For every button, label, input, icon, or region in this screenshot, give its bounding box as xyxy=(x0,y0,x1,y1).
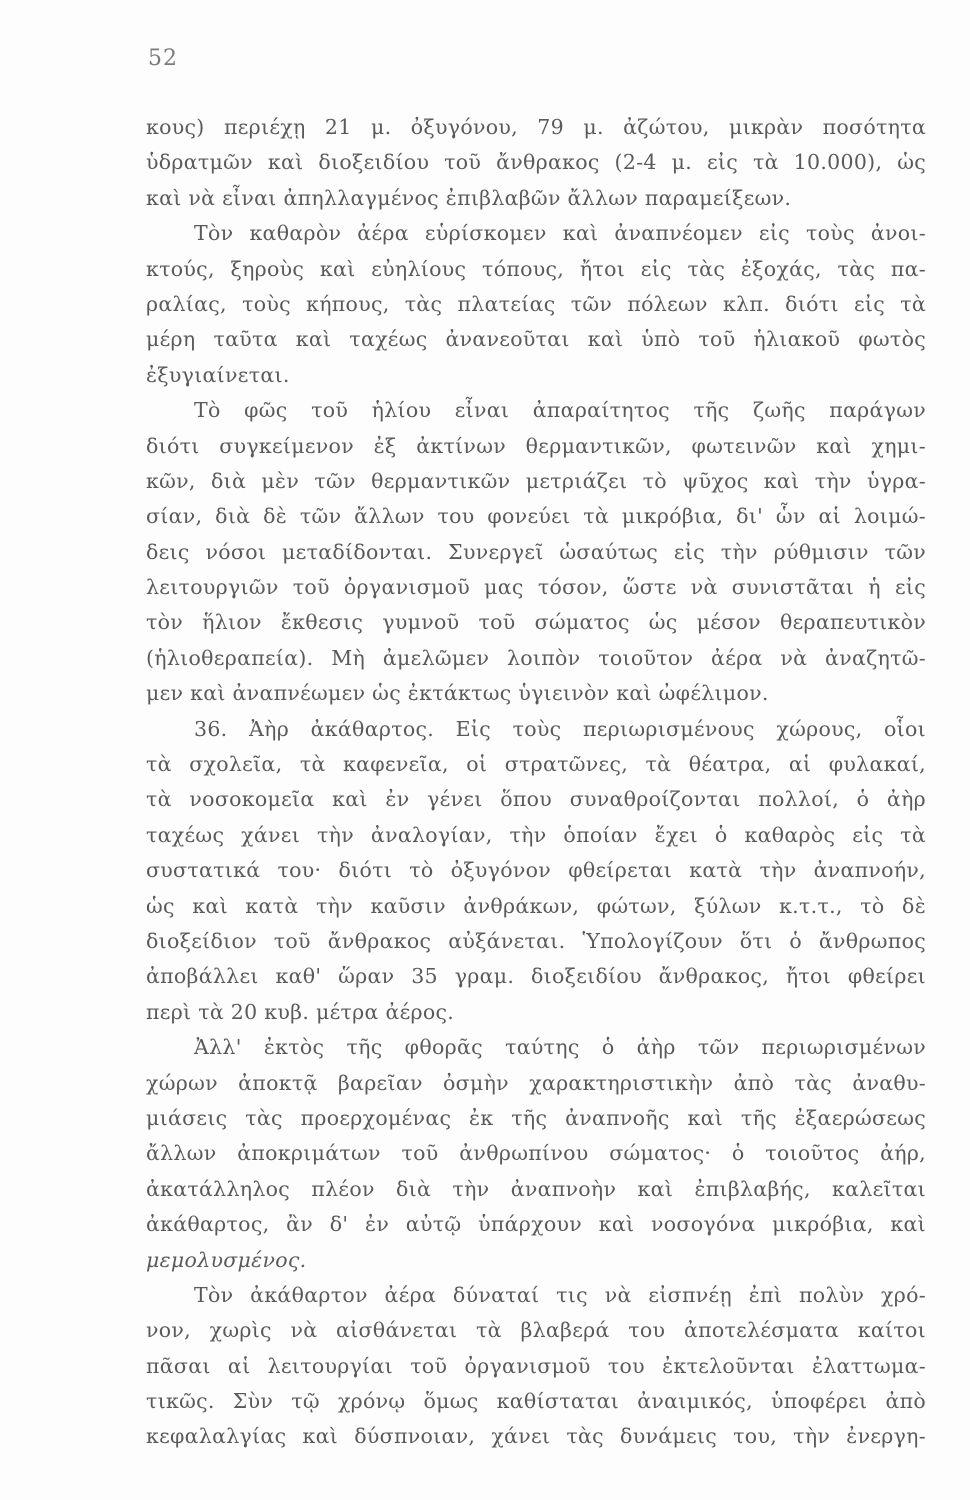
text-line: καὶ νὰ εἶναι ἀπηλλαγμένος ἐπιβλαβῶν ἄλλων παραμείξεων. xyxy=(146,185,792,210)
text-line: ταχέως χάνει τὴν ἀναλογίαν, τὴν ὁποίαν ἔχει ὁ καθαρὸς εἰς τὰ xyxy=(146,822,926,847)
text-line: διοξείδιον τοῦ ἄνθρακος αὐξάνεται. Ὑπολογίζουν ὅτι ὁ ἄνθρωπος xyxy=(146,928,926,953)
text-line: μεν καὶ ἀναπνέωμεν ὡς ἐκτάκτως ὑγιεινὸν καὶ ὠφέλιμον. xyxy=(146,681,769,706)
text-line: τὰ σχολεῖα, τὰ καφενεῖα, οἱ στρατῶνες, τὰ θέατρα, αἱ φυλακαί, xyxy=(146,752,926,777)
text-line: σίαν, διὰ δὲ τῶν ἄλλων του φονεύει τὰ μικρόβια, δι' ὧν αἱ λοιμώ- xyxy=(146,504,926,529)
text-line: τικῶς. Σὺν τῷ χρόνῳ ὅμως καθίσταται ἀναιμικός, ὑποφέρει ἀπὸ xyxy=(146,1389,926,1414)
text-line: ἀκατάλληλος πλέον διὰ τὴν ἀναπνοὴν καὶ ἐπιβλαβής, καλεῖται xyxy=(146,1176,926,1201)
text-line: Τὸν καθαρὸν ἀέρα εὑρίσκομεν καὶ ἀναπνέομεν εἰς τοὺς ἀνοι- xyxy=(194,221,926,246)
text-line: λειτουργιῶν τοῦ ὀργανισμοῦ μας τόσον, ὥστε νὰ συνιστᾶται ἡ εἰς xyxy=(146,575,926,600)
text-line: μεμολυσμένος. xyxy=(146,1247,307,1272)
text-line: κτούς, ξηροὺς καὶ εὐηλίους τόπους, ἤτοι εἰς τὰς ἐξοχάς, τὰς πα- xyxy=(146,256,926,281)
text-line: μιάσεις τὰς προερχομένας ἐκ τῆς ἀναπνοῆς καὶ τῆς ἐξαερώσεως xyxy=(146,1105,926,1130)
text-line: τὸν ἥλιον ἔκθεσις γυμνοῦ τοῦ σώματος ὡς μέσον θεραπευτικὸν xyxy=(146,610,926,635)
text-line: Ἀλλ' ἐκτὸς τῆς φθορᾶς ταύτης ὁ ἀὴρ τῶν περιωρισμένων xyxy=(194,1035,926,1060)
text-line: ὡς καὶ κατὰ τὴν καῦσιν ἀνθράκων, φώτων, ξύλων κ.τ.τ., τὸ δὲ xyxy=(146,893,926,918)
text-line: κῶν, διὰ μὲν τῶν θερμαντικῶν μετριάζει τὸ ψῦχος καὶ τὴν ὑγρα- xyxy=(146,468,926,493)
page-number: 52 xyxy=(148,46,178,71)
text-line: συστατικά του· διότι τὸ ὀξυγόνον φθείρεται κατὰ τὴν ἀναπνοήν, xyxy=(146,858,926,883)
text-line: τὰ νοσοκομεῖα καὶ ἐν γένει ὅπου συναθροίζονται πολλοί, ὁ ἀὴρ xyxy=(146,787,926,812)
text-line: περὶ τὰ 20 κυβ. μέτρα ἀέρος. xyxy=(146,999,455,1024)
text-line: δεις νόσοι μεταδίδονται. Συνεργεῖ ὡσαύτως εἰς τὴν ρύθμισιν τῶν xyxy=(146,539,926,564)
text-line: νον, χωρὶς νὰ αἰσθάνεται τὰ βλαβερά του ἀποτελέσματα καίτοι xyxy=(146,1318,926,1343)
text-line: μέρη ταῦτα καὶ ταχέως ἀνανεοῦται καὶ ὑπὸ τοῦ ἡλιακοῦ φωτὸς xyxy=(146,327,926,352)
text-line: πᾶσαι αἱ λειτουργίαι τοῦ ὀργανισμοῦ του ἐκτελοῦνται ἐλαττωμα- xyxy=(146,1353,926,1378)
text-line: ἀποβάλλει καθ' ὥραν 35 γραμ. διοξειδίου ἄνθρακος, ἤτοι φθείρει xyxy=(146,964,926,989)
body-text xyxy=(146,110,926,1455)
text-line: (ἡλιοθεραπεία). Μὴ ἀμελῶμεν λοιπὸν τοιοῦτον ἀέρα νὰ ἀναζητῶ- xyxy=(146,645,926,670)
section-heading-line: 36. Ἀὴρ ἀκάθαρτος. Εἰς τοὺς περιωρισμένους χώρους, οἷοι xyxy=(194,716,926,741)
text-line: Τὸν ἀκάθαρτον ἀέρα δύναταί τις νὰ εἰσπνέῃ ἐπὶ πολὺν χρό- xyxy=(194,1282,926,1307)
text-line: κεφαλαλγίας καὶ δύσπνοιαν, χάνει τὰς δυνάμεις του, τὴν ἐνεργη- xyxy=(146,1424,926,1449)
text-line: κους) περιέχῃ 21 μ. ὀξυγόνου, 79 μ. ἀζώτου, μικρὰν ποσότητα xyxy=(146,115,926,139)
text-line: ἐξυγιαίνεται. xyxy=(146,362,290,387)
text-line: διότι συγκείμενον ἐξ ἀκτίνων θερμαντικῶν, φωτεινῶν καὶ χημι- xyxy=(146,433,926,458)
text-line: ἄλλων ἀποκριμάτων τοῦ ἀνθρωπίνου σώματος· ὁ τοιοῦτος ἀήρ, xyxy=(146,1141,926,1166)
text-line: ἀκάθαρτος, ἂν δ' ἐν αὐτῷ ὑπάρχουν καὶ νοσογόνα μικρόβια, καὶ xyxy=(146,1212,926,1237)
text-line: Τὸ φῶς τοῦ ἡλίου εἶναι ἀπαραίτητος τῆς ζωῆς παράγων xyxy=(194,398,926,423)
text-line: ραλίας, τοὺς κήπους, τὰς πλατείας τῶν πόλεων κλπ. διότι εἰς τὰ xyxy=(146,291,926,316)
text-line: ὑδρατμῶν καὶ διοξειδίου τοῦ ἄνθρακος (2-4 μ. εἰς τὰ 10.000), ὡς xyxy=(146,150,926,175)
text-line: χώρων ἀποκτᾷ βαρεῖαν ὀσμὴν χαρακτηριστικὴν ἀπὸ τὰς ἀναθυ- xyxy=(146,1070,926,1095)
